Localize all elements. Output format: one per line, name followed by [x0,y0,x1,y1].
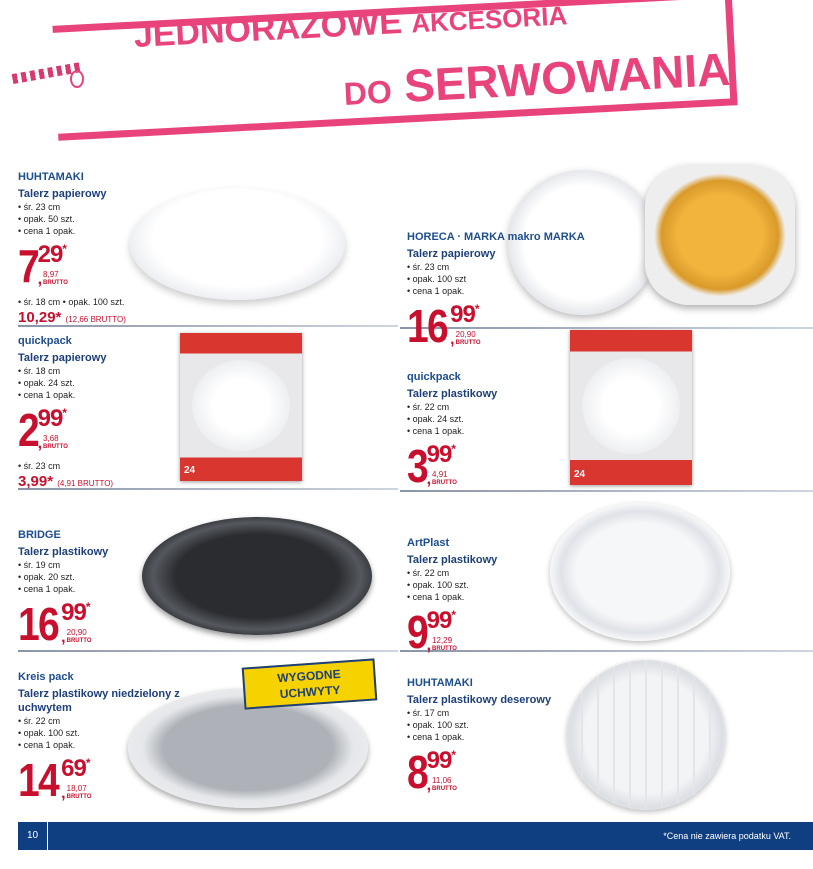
product-title: Talerz papierowy [407,248,496,260]
brutto-label: BRUTTO [66,793,92,800]
asterisk: * [451,748,455,762]
price [407,439,587,494]
comma: , [426,470,432,488]
product-spec: • śr. 23 cm [18,202,61,212]
price-integer: 9 [407,606,428,658]
product-card [407,676,587,800]
brand-logo: quickpack [407,371,461,383]
package-image [570,330,692,485]
asterisk: * [85,600,90,614]
brutto-price: 20,90 [66,627,87,637]
brutto-label: BRUTTO [43,443,68,450]
footer-bar [18,822,813,850]
product-spec: • śr. 22 cm [407,568,450,578]
product-title: Talerz plastikowy [18,546,109,558]
product-card [18,528,198,652]
brand-logo: Kreis pack [18,671,74,683]
product-card [407,536,587,660]
price [18,403,198,458]
product-spec: • cena 1 opak. [18,226,76,236]
product-spec: • cena 1 opak. [407,592,465,602]
fries-plate-image [645,165,795,305]
brutto-price: 20,90 [455,329,476,339]
product-title: Talerz plastikowy [407,554,498,566]
product-spec: • śr. 17 cm [407,708,450,718]
variant-spec: • śr. 23 cm [18,461,61,472]
product-card [18,670,198,808]
variant-brutto: (12,66 BRUTTO) [65,315,126,325]
product-title: Talerz papierowy [18,352,107,364]
comma: , [61,784,66,802]
asterisk: * [474,302,479,316]
product-spec: • śr. 22 cm [407,402,450,412]
brutto-label: BRUTTO [66,637,92,644]
price-decimals: 29 [37,241,63,268]
brutto-price: 4,91 [432,469,448,479]
price [407,299,587,354]
header-line-2: DO SERWOWANIA [342,42,732,113]
package-count: 24 [574,469,586,480]
product-title: Talerz plastikowy [407,388,498,400]
comma: , [37,270,43,288]
comma: , [426,776,432,794]
asterisk: * [451,442,455,456]
brand-logo: HUHTAMAKI [407,677,473,689]
product-spec: • opak. 24 szt. [18,378,75,388]
vat-note: *Cena nie zawiera podatku VAT. [663,831,791,841]
brand-logo: quickpack [18,335,72,347]
variant-spec: • śr. 18 cm • opak. 100 szt. [18,297,125,308]
price-decimals: 99 [450,301,475,328]
price-decimals: 99 [37,405,63,432]
product-spec: • opak. 100 szt. [407,720,469,730]
page-number: 10 [18,822,48,850]
variant-brutto: (4,91 BRUTTO) [57,479,114,489]
product-spec: • śr. 19 cm [18,560,61,570]
product-spec: • opak. 100 szt. [407,580,469,590]
brutto-price: 3,68 [43,433,59,443]
brutto-label: BRUTTO [432,785,457,792]
product-title: Talerz papierowy [18,188,107,200]
comma: , [450,330,455,348]
product-title: Talerz plastikowy niedzielony z uchwytem [18,688,180,714]
product-spec: • cena 1 opak. [18,740,76,750]
brutto-label: BRUTTO [455,339,481,346]
product-spec: • cena 1 opak. [407,732,465,742]
product-spec: • śr. 23 cm [407,262,450,272]
comma: , [426,636,432,654]
brutto-price: 18,07 [66,783,87,793]
product-spec: • cena 1 opak. [407,286,465,296]
comma: , [61,628,66,646]
product-spec: • cena 1 opak. [18,390,76,400]
variant-price: 10,29* (12,66 BRUTTO) [18,309,126,327]
price [407,605,587,660]
asterisk: * [62,242,66,256]
brutto-price: 8,97 [43,269,59,279]
brutto-label: BRUTTO [432,479,457,486]
price-integer: 2 [18,404,39,456]
product-spec: • opak. 24 szt. [407,414,464,424]
price-integer: 16 [407,300,448,352]
price [407,745,587,800]
product-card [18,334,198,491]
comma: , [37,434,43,452]
product-spec: • śr. 18 cm [18,366,61,376]
brand-logo: BRIDGE [18,529,61,541]
price-integer: 7 [18,240,39,292]
product-spec: • opak. 100 szt [407,274,467,284]
price [18,239,198,294]
price-integer: 3 [407,440,428,492]
dessert-plate-image [567,660,725,810]
brutto-label: BRUTTO [432,645,457,652]
header-line-1: JEDNORAZOWE AKCESORIA [132,0,568,56]
brutto-label: BRUTTO [43,279,68,286]
price-integer: 14 [18,754,59,806]
product-spec: • śr. 22 cm [18,716,61,726]
product-title: Talerz plastikowy deserowy [407,694,552,706]
package-image [180,333,302,481]
product-card [18,170,198,327]
asterisk: * [451,608,455,622]
brand-logo: HORECA · MARKA makro MARKA [407,231,585,243]
product-card [407,230,587,354]
price-decimals: 99 [426,607,452,634]
price [18,597,198,652]
variant-price: 3,99* (4,91 BRUTTO) [18,473,114,491]
package-count: 24 [184,465,196,476]
price [18,753,198,808]
brand-logo: ArtPlast [407,537,450,549]
price-decimals: 69 [61,755,86,782]
price-decimals: 99 [426,747,452,774]
convenient-handles-badge: WYGODNE UCHWYTY [242,658,378,709]
product-spec: • opak. 100 szt. [18,728,80,738]
product-spec: • opak. 20 szt. [18,572,75,582]
brutto-price: 12,29 [432,635,453,645]
product-spec: • cena 1 opak. [18,584,76,594]
product-card [407,370,587,494]
product-spec: • cena 1 opak. [407,426,465,436]
price-decimals: 99 [61,599,86,626]
asterisk: * [62,406,66,420]
price-integer: 16 [18,598,59,650]
asterisk: * [85,756,90,770]
brutto-price: 11,06 [432,775,452,785]
price-integer: 8 [407,746,428,798]
tag-hole [70,70,84,88]
price-decimals: 99 [426,441,452,468]
product-spec: • opak. 50 szt. [18,214,75,224]
brand-logo: HUHTAMAKI [18,171,84,183]
